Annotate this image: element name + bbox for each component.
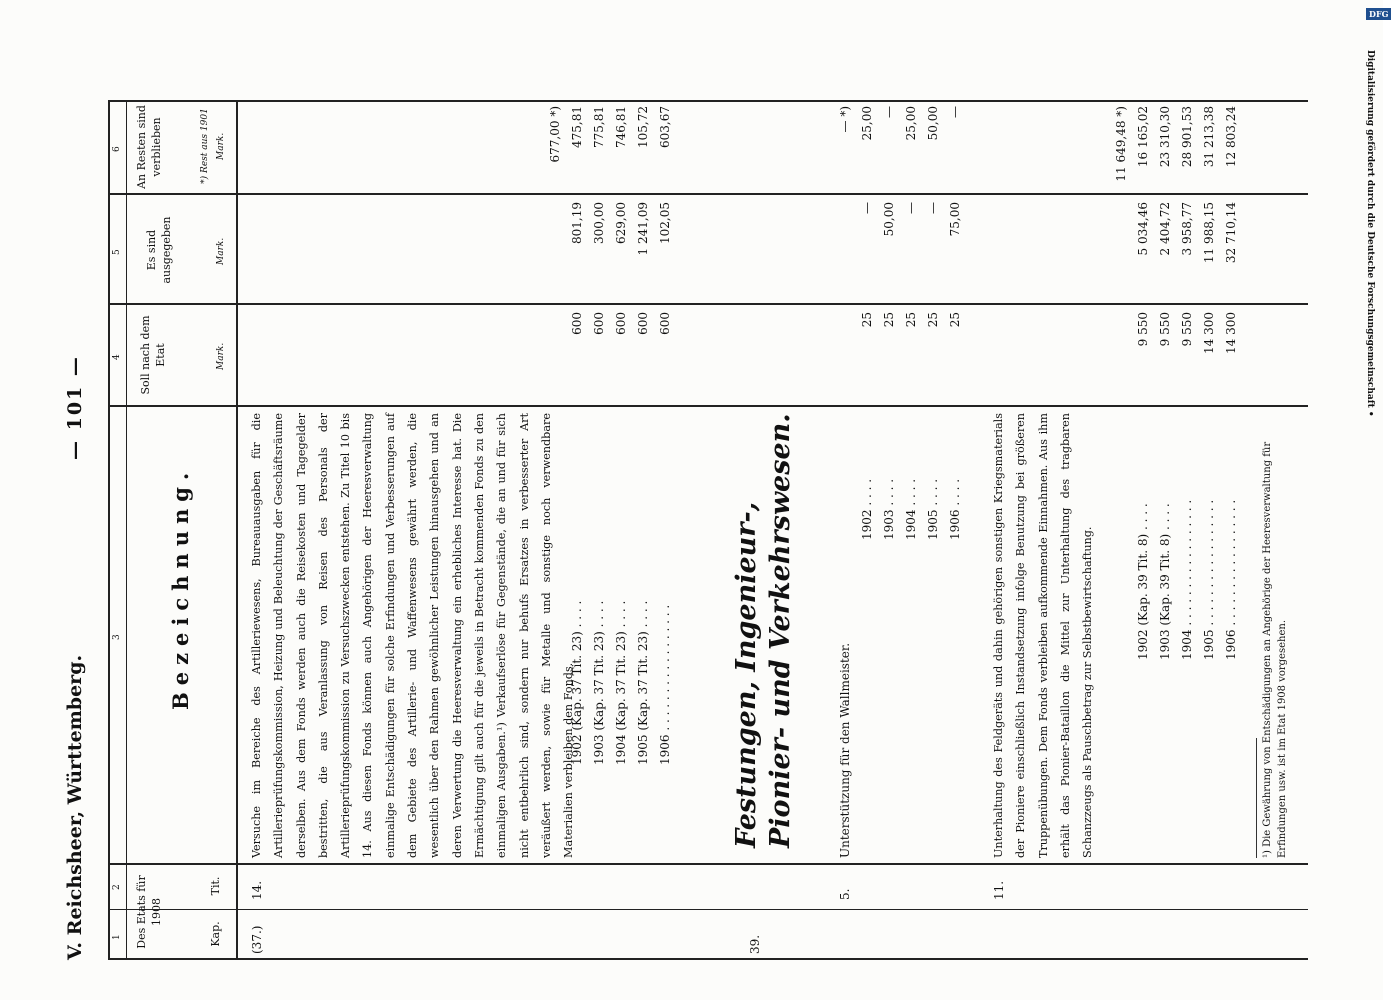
col5-unit: Mark. <box>216 237 226 265</box>
entry1-ausgegeben: 801,19 <box>570 202 584 244</box>
col1-rule <box>108 909 1308 910</box>
budget-table <box>108 40 1308 960</box>
entry3-ausgegeben: 32 710,14 <box>1224 202 1238 264</box>
entry2-rest: — <box>948 106 962 118</box>
entry1-rest: 746,81 <box>614 106 628 148</box>
footnote: ¹) Die Gewährung von Entschädigungen an Angehörige der Heeresverwaltung für Erfindungen usw. ist im Etat 1908 vorgesehen. <box>1262 441 1288 858</box>
col4-heading: Soll nach dem Etat <box>139 315 167 395</box>
col-number-6: 6 <box>112 146 122 152</box>
footnote-rule <box>1256 738 1257 858</box>
header-title: V. Reichsheer, Württemberg. <box>64 654 86 960</box>
entry3-soll: 14 300 <box>1224 312 1238 354</box>
entry3-row-label: 1902 (Kap. 39 Tit. 8) . . . . <box>1136 503 1150 660</box>
col6-heading: An Resten sind verblieben <box>135 105 163 189</box>
entry2-rest: 25,00 <box>860 106 874 141</box>
digitization-note: Digitalisierung gefördert durch die Deutsche Forschungsgemeinschaft • <box>1365 50 1375 417</box>
col12-heading: Des Etats für 1908 <box>135 875 163 949</box>
entry3-ausgegeben: 2 404,72 <box>1158 202 1172 256</box>
col2-rule <box>108 863 1308 865</box>
col3-rule <box>108 405 1308 407</box>
entry2-rest: 25,00 <box>904 106 918 141</box>
col-number-4: 4 <box>112 354 122 360</box>
section-title: Festungen, Ingenieur-, Pionier- und Verkehrswesen. <box>731 413 796 848</box>
entry2-row-label: 1903 . . . . <box>882 478 896 540</box>
entry2-row-label: 1902 . . . . <box>860 478 874 540</box>
entry3-soll: 9 550 <box>1158 312 1172 347</box>
entry3-ausgegeben: 5 034,46 <box>1136 202 1150 256</box>
col6-unit: Mark. <box>216 132 226 160</box>
entry1-row-label: 1902 (Kap. 37 Tit. 23) . . . . <box>570 600 584 765</box>
entry3-description: Unterhaltung des Feldgeräts und dahin gehörigen sonstigen Kriegsmaterials der Pioniere einschließlich Instandsetzung infolge Benutzung bei größeren Truppenübungen. Dem Fonds verbleiben aufkommende Einnahmen. Aus ihm erhält das Pionier-Bataillon die Mittel zur Unterhaltung des tragbaren Schanzzeugs als Pauschbetrag zur Selbstbewirtschaftung. <box>992 413 1095 858</box>
entry2-soll: 25 <box>926 312 940 328</box>
entry2-row-label: 1905 . . . . <box>926 478 940 540</box>
col1-label: Kap. <box>209 921 222 947</box>
column-number-rule <box>126 100 127 960</box>
entry3-tit: 11. <box>992 880 1006 900</box>
col-number-1: 1 <box>112 934 122 940</box>
entry1-soll: 600 <box>658 312 672 335</box>
entry3-carry-rest: 11 649,48 *) <box>1114 106 1128 182</box>
entry1-kap: (37.) <box>250 925 264 954</box>
entry3-row-label: 1903 (Kap. 39 Tit. 8) . . . . <box>1158 503 1172 660</box>
entry2-ausgegeben: — <box>904 202 918 214</box>
col3-heading: Bezeichnung. <box>168 465 193 710</box>
entry1-tit: 14. <box>250 880 264 900</box>
entry1-row-label: 1905 (Kap. 37 Tit. 23) . . . . <box>636 600 650 765</box>
entry1-ausgegeben: 1 241,09 <box>636 202 650 256</box>
entry1-row-label: 1906 . . . . . . . . . . . . . . . . . <box>658 604 672 765</box>
entry2-carry-rest: — *) <box>838 106 852 133</box>
entry2-row-label: 1906 . . . . <box>948 478 962 540</box>
table-left-rule <box>108 958 1308 960</box>
entry1-rest: 475,81 <box>570 106 584 148</box>
page-number: — 101 — <box>64 355 86 460</box>
entry1-row-label: 1903 (Kap. 37 Tit. 23) . . . . <box>592 600 606 765</box>
entry1-row-label: 1904 (Kap. 37 Tit. 23) . . . . <box>614 600 628 765</box>
entry3-soll: 9 550 <box>1180 312 1194 347</box>
entry2-soll: 25 <box>860 312 874 328</box>
entry3-ausgegeben: 3 958,77 <box>1180 202 1194 256</box>
entry1-rest: 775,81 <box>592 106 606 148</box>
entry1-soll: 600 <box>636 312 650 335</box>
entry2-description: Unterstützung für den Wallmeister. <box>838 642 852 858</box>
entry2-ausgegeben: 75,00 <box>948 202 962 237</box>
entry2-rest: 50,00 <box>926 106 940 141</box>
running-header <box>64 60 94 960</box>
entry3-soll: 14 300 <box>1202 312 1216 354</box>
entry3-rest: 23 310,30 <box>1158 106 1172 168</box>
entry1-ausgegeben: 102,05 <box>658 202 672 244</box>
entry2-row-label: 1904 . . . . <box>904 478 918 540</box>
entry3-row-label: 1906 . . . . . . . . . . . . . . . . . <box>1224 499 1238 660</box>
entry2-ausgegeben: 50,00 <box>882 202 896 237</box>
entry2-ausgegeben: — <box>860 202 874 214</box>
entry2-soll: 25 <box>948 312 962 328</box>
dfg-logo: DFG <box>1366 8 1391 20</box>
entry1-ausgegeben: 300,00 <box>592 202 606 244</box>
col-number-5: 5 <box>112 249 122 255</box>
section-kap: 39. <box>748 934 762 954</box>
entry1-soll: 600 <box>570 312 584 335</box>
table-top-rule <box>108 100 110 960</box>
entry1-rest: 603,67 <box>658 106 672 148</box>
entry2-tit: 5. <box>838 888 852 900</box>
entry1-ausgegeben: 629,00 <box>614 202 628 244</box>
entry3-rest: 16 165,02 <box>1136 106 1150 168</box>
entry3-ausgegeben: 11 988,15 <box>1202 202 1216 264</box>
entry1-rest: 105,72 <box>636 106 650 148</box>
col4-unit: Mark. <box>216 342 226 370</box>
entry2-rest: — <box>882 106 896 118</box>
entry3-soll: 9 550 <box>1136 312 1150 347</box>
entry1-carry-rest: 677,00 *) <box>548 106 562 163</box>
table-right-rule <box>108 100 1308 102</box>
col-number-3: 3 <box>112 634 122 640</box>
entry2-soll: 25 <box>904 312 918 328</box>
col-number-2: 2 <box>112 884 122 890</box>
entry3-rest: 31 213,38 <box>1202 106 1216 168</box>
col4-rule <box>108 303 1308 305</box>
entry2-soll: 25 <box>882 312 896 328</box>
col2-label: Tit. <box>209 876 222 896</box>
entry3-rest: 12 803,24 <box>1224 106 1238 168</box>
entry3-row-label: 1905 . . . . . . . . . . . . . . . . . <box>1202 499 1216 660</box>
col6-note: *) Rest aus 1901 <box>200 108 210 184</box>
entry1-soll: 600 <box>614 312 628 335</box>
header-bottom-rule <box>236 100 238 960</box>
col5-heading: Es sind ausgegeben <box>145 216 173 284</box>
col5-rule <box>108 193 1308 195</box>
entry1-soll: 600 <box>592 312 606 335</box>
entry3-rest: 28 901,53 <box>1180 106 1194 168</box>
entry3-row-label: 1904 . . . . . . . . . . . . . . . . . <box>1180 499 1194 660</box>
entry1-description: Versuche im Bereiche des Artilleriewesens, Bureauausgaben für die Artillerieprüfungskommission, Heizung und Beleuchtung der Geschäftsräume derselben. Aus dem Fonds werden auch die Reisekosten und Tagegelder bestritten, die aus Veranlassung von Reisen des Personals der Artillerieprüfungskommission zu Versuchszwecken entstehen. Zu Titel 10 bis 14. Aus diesen Fonds können auch Angehörigen der Heeresverwaltung einmalige Entschädigungen für solche Erfindungen und Verbesserungen auf dem Gebiete des Artillerie- und Waffenwesens gewährt werden, die wesentlich über den Rahmen gewöhnlicher Leistungen hinausgehen und an deren Verwertung die Heeresverwaltung ein erhebliches Interesse hat. Die Ermächtigung gilt auch für die jeweils in Betracht kommenden Fonds zu den einmaligen Ausgaben.¹) Verkaufserlöse für Gegenstände, die an und für sich nicht entbehrlich sind, sondern nur behufs Ersatzes in verbesserter Art veräußert werden, sowie für Metalle und sonstige noch verwendbare Materialien verbleiben den Fonds. <box>250 413 576 858</box>
entry2-ausgegeben: — <box>926 202 940 214</box>
